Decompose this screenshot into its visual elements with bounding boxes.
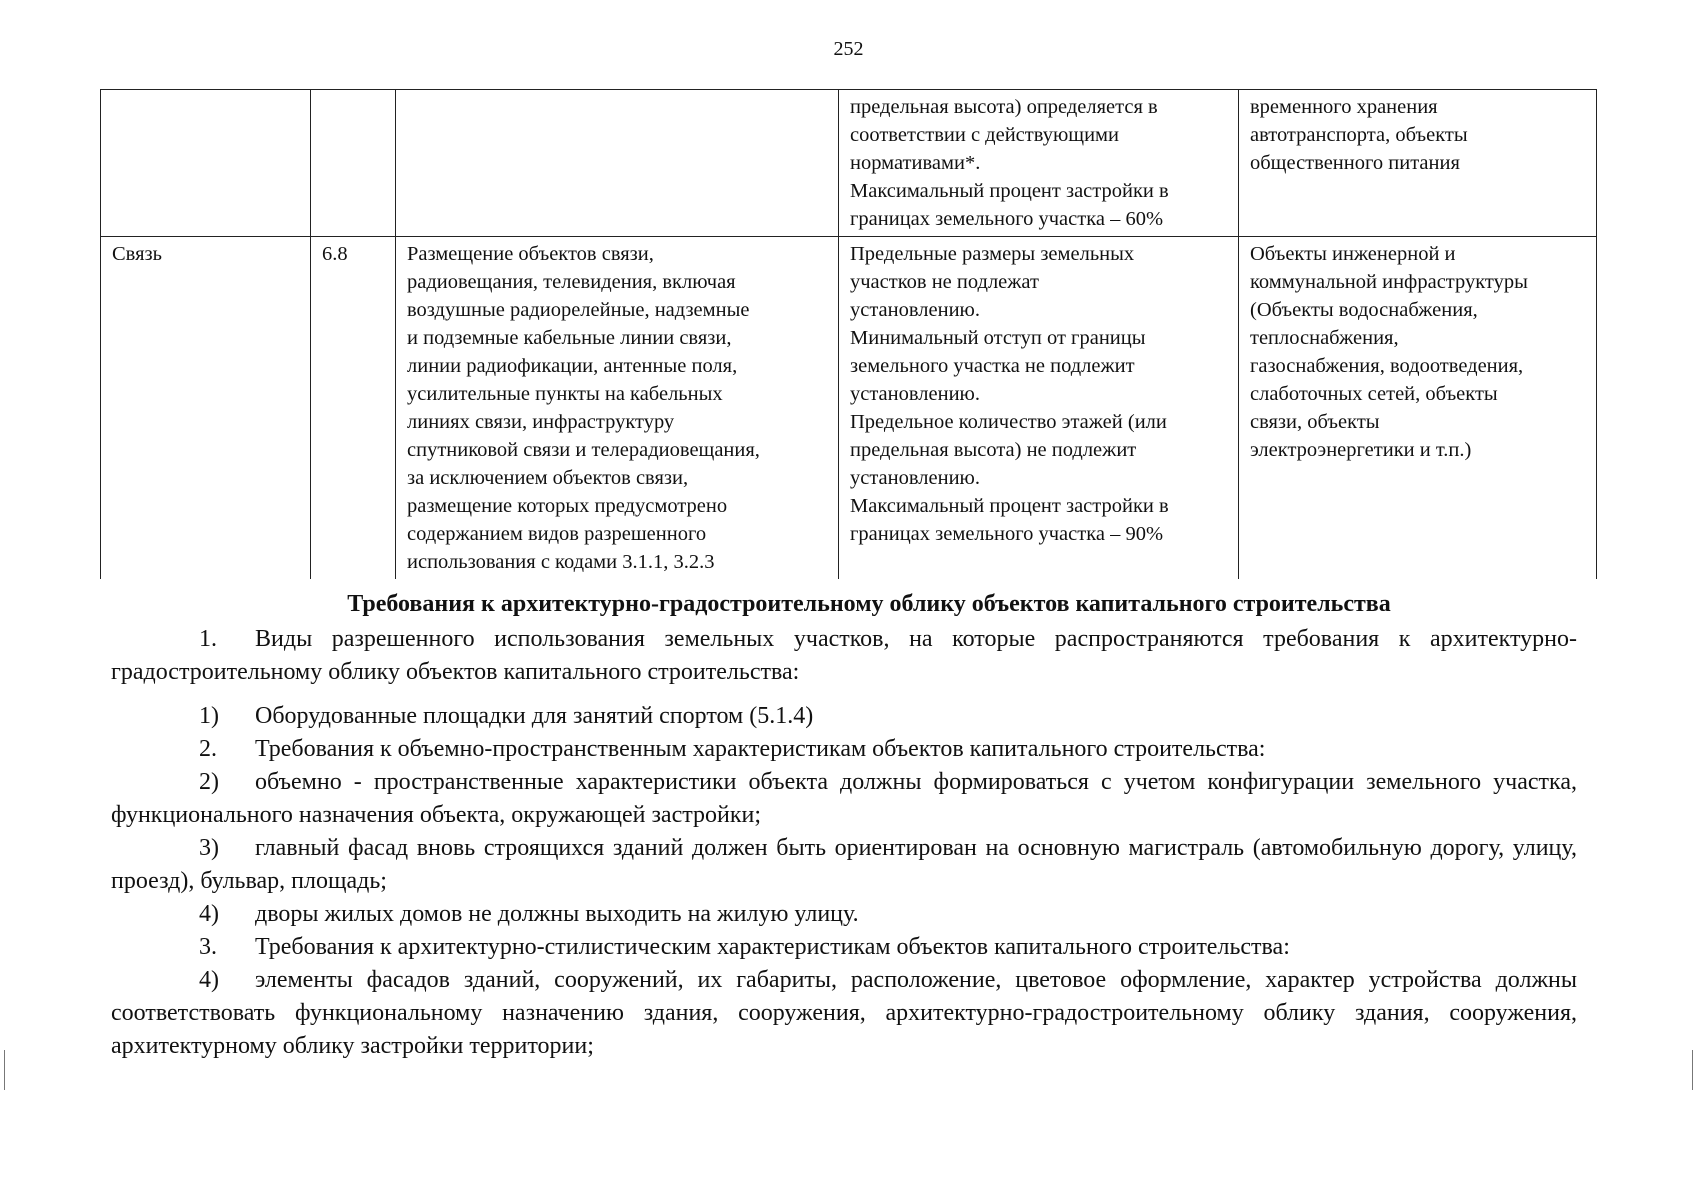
use-code: 6.8 bbox=[322, 243, 348, 265]
paragraph-text: Оборудованные площадки для занятий спортом (5.1.4) bbox=[255, 703, 814, 729]
auxiliary-uses-cell bbox=[1239, 237, 1597, 580]
paragraph bbox=[111, 623, 1577, 689]
paragraph bbox=[111, 931, 1577, 964]
parameters-text: Предельные размеры земельных участков не подлежат установлению. Минимальный отступ от границы земельного участка не подлежит установлению. Предельное количество этажей (или предельная высота) не подлежит установлению. Максимальный процент застройки в границах земельного участка – 90% bbox=[850, 243, 1169, 545]
use-name-cell bbox=[101, 237, 311, 580]
paragraph-text: Требования к архитектурно-стилистическим характеристикам объектов капитального строительства: bbox=[255, 934, 1290, 960]
auxiliary-uses-text: Объекты инженерной и коммунальной инфраструктуры (Объекты водоснабжения, теплоснабжения, газоснабжения, водоотведения, слаботочных сетей, объекты связи, объекты электроэнергетики и т.п.) bbox=[1250, 243, 1528, 461]
spacer bbox=[111, 689, 1577, 700]
table-row bbox=[101, 90, 1597, 237]
use-code-cell bbox=[311, 90, 396, 237]
parameters-cell bbox=[839, 90, 1239, 237]
parameters-cell bbox=[839, 237, 1239, 580]
paragraph-text: главный фасад вновь строящихся зданий должен быть ориентирован на основную магистраль (автомобильную дорогу, улицу, проезд), бульвар, площадь; bbox=[111, 835, 1577, 894]
paragraph-number: 2) bbox=[199, 769, 219, 795]
scan-edge-mark-left bbox=[4, 1050, 5, 1090]
section-title: Требования к архитектурно-градостроительному облику объектов капитального строительства bbox=[347, 591, 1391, 617]
use-description: Размещение объектов связи, радиовещания, телевидения, включая воздушные радиорелейные, надземные и подземные кабельные линии связи, линии радиофикации, антенные поля, усилительные пункты на кабельных линиях связи, инфраструктуру спутниковой связи и телерадиовещания, за исключением объектов связи, размещение которых предусмотрено содержанием видов разрешенного использования с кодами 3.1.1, 3.2.3 bbox=[407, 243, 760, 573]
land-use-table bbox=[100, 89, 1597, 579]
scan-edge-mark-right bbox=[1692, 1050, 1693, 1090]
paragraph bbox=[111, 898, 1577, 931]
paragraph-text: Виды разрешенного использования земельных участков, на которые распространяются требования к архитектурно-градостроительному облику объектов капитального строительства: bbox=[111, 626, 1577, 685]
paragraph-number: 3. bbox=[199, 934, 217, 960]
use-code-cell bbox=[311, 237, 396, 580]
use-description-cell bbox=[396, 90, 839, 237]
table-row bbox=[101, 237, 1597, 580]
paragraph-number: 1) bbox=[199, 703, 219, 729]
paragraph-number: 4) bbox=[199, 901, 219, 927]
page-number: 252 bbox=[833, 38, 864, 60]
use-name: Связь bbox=[112, 243, 162, 265]
paragraph-number: 1. bbox=[199, 626, 217, 652]
paragraph-number: 4) bbox=[199, 967, 219, 993]
paragraph-text: Требования к объемно-пространственным характеристикам объектов капитального строительства: bbox=[255, 736, 1266, 762]
parameters-text: предельная высота) определяется в соответствии с действующими нормативами*. Максимальный процент застройки в границах земельного участка – 60% bbox=[850, 96, 1169, 230]
paragraph-text: дворы жилых домов не должны выходить на жилую улицу. bbox=[255, 901, 859, 927]
requirements-section bbox=[111, 588, 1577, 1063]
paragraph-text: объемно - пространственные характеристики объекта должны формироваться с учетом конфигурации земельного участка, функционального назначения объекта, окружающей застройки; bbox=[111, 769, 1577, 828]
paragraph bbox=[111, 766, 1577, 832]
auxiliary-uses-text: временного хранения автотранспорта, объекты общественного питания bbox=[1250, 96, 1468, 174]
paragraph-number: 2. bbox=[199, 736, 217, 762]
paragraph bbox=[111, 832, 1577, 898]
paragraph bbox=[111, 964, 1577, 1063]
paragraph-text: элементы фасадов зданий, сооружений, их габариты, расположение, цветовое оформление, характер устройства должны соответствовать функциональному назначению здания, сооружения, архитектурно-градостроительному облику здания, сооружения, архитектурному облику застройки территории; bbox=[111, 967, 1577, 1059]
paragraph bbox=[111, 700, 1577, 733]
use-name-cell bbox=[101, 90, 311, 237]
auxiliary-uses-cell bbox=[1239, 90, 1597, 237]
paragraph-number: 3) bbox=[199, 835, 219, 861]
paragraph bbox=[111, 733, 1577, 766]
use-description-cell bbox=[396, 237, 839, 580]
